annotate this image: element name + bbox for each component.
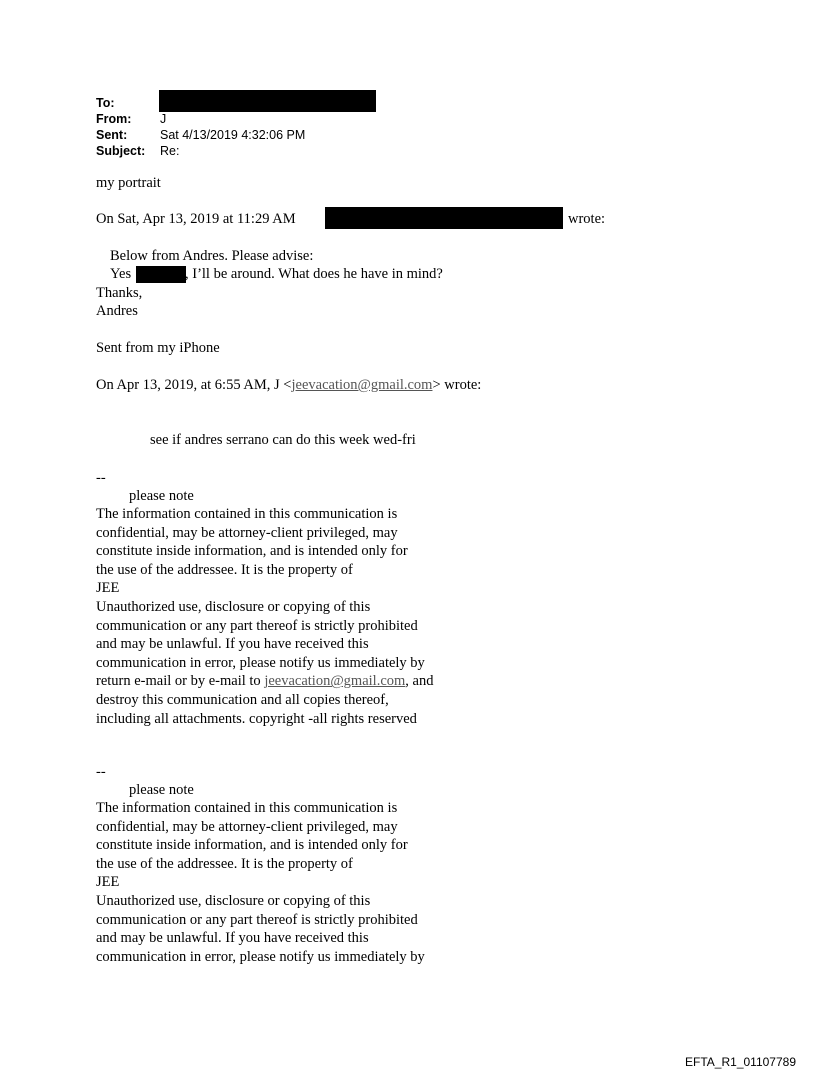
redaction-sender: [325, 207, 563, 229]
request-text: see if andres serrano can do this week wed-fri: [150, 432, 416, 448]
disclaimer-line: constitute inside information, and is intended only for: [96, 837, 408, 854]
quote1-intro: On Sat, Apr 13, 2019 at 11:29 AM: [96, 211, 296, 227]
disclaimer-line: The information contained in this communication is: [96, 506, 398, 522]
disclaimer-line: communication in error, please notify us immediately by: [96, 948, 425, 965]
quote1-wrote: wrote:: [568, 211, 606, 227]
quote2-intro: [96, 376, 481, 395]
disclaimer-line: Unauthorized use, disclosure or copying of this: [96, 598, 371, 615]
disclaimer-line: communication or any part thereof is strictly prohibited: [96, 617, 418, 634]
disclaimer-note-2: please note: [129, 782, 194, 798]
disclaimer-email-link[interactable]: jeevacation@gmail.com: [264, 673, 406, 690]
disclaimer-line: confidential, may be attorney-client privileged, may: [96, 818, 398, 835]
disclaimer-note: please note: [129, 488, 194, 504]
disclaimer-block: [96, 505, 433, 728]
document-id: EFTA_R1_01107789: [685, 1055, 796, 1069]
disclaimer-line: constitute inside information, and is intended only for: [96, 543, 408, 560]
quoted-line-yes-start: Yes: [110, 266, 132, 282]
disclaimer-line: communication or any part thereof is strictly prohibited: [96, 911, 418, 928]
disclaimer-line: destroy this communication and all copies thereof,: [96, 691, 389, 708]
disclaimer-line: confidential, may be attorney-client privileged, may: [96, 524, 398, 541]
subject-label: Subject:: [96, 144, 146, 158]
signature-dashes-2: --: [96, 764, 106, 780]
disclaimer-line: Unauthorized use, disclosure or copying of this: [96, 892, 371, 909]
quote2-suffix: > wrote:: [432, 377, 482, 393]
redaction-to: [159, 90, 376, 112]
redaction-name: [136, 266, 186, 283]
disclaimer-line: communication in error, please notify us immediately by: [96, 654, 425, 671]
disclaimer-line: and may be unlawful. If you have received this: [96, 636, 369, 653]
sent-value: Sat 4/13/2019 4:32:06 PM: [160, 128, 306, 142]
quoted-line-yes-end: , I’ll be around. What does he have in mind?: [185, 266, 443, 282]
disclaimer-line: JEE: [96, 580, 120, 597]
quoted-line-below: Below from Andres. Please advise:: [110, 248, 314, 264]
to-label: To:: [96, 96, 115, 110]
signature-dashes: --: [96, 470, 106, 486]
disclaimer-email-line: [96, 672, 433, 691]
quoted-thanks: Thanks,: [96, 285, 143, 301]
from-value: J: [160, 112, 167, 126]
quote2-prefix: On Apr 13, 2019, at 6:55 AM, J <: [96, 377, 292, 393]
disclaimer-line: including all attachments. copyright -all rights reserved: [96, 710, 417, 727]
sent-from-iphone: Sent from my iPhone: [96, 340, 220, 356]
quote2-email-link[interactable]: jeevacation@gmail.com: [291, 377, 433, 393]
disclaimer-block-2: [96, 799, 425, 966]
disclaimer-line: The information contained in this communication is: [96, 800, 398, 816]
subject-value: Re:: [160, 144, 180, 158]
from-label: From:: [96, 112, 132, 126]
sent-label: Sent:: [96, 128, 128, 142]
quoted-signature: Andres: [96, 303, 138, 319]
disclaimer-line: the use of the addressee. It is the property of: [96, 561, 353, 578]
disclaimer-line: JEE: [96, 874, 120, 891]
email-line-prefix: return e-mail or by e-mail to: [96, 673, 265, 690]
disclaimer-line: the use of the addressee. It is the property of: [96, 855, 353, 872]
reply-text: my portrait: [96, 175, 161, 191]
disclaimer-line: and may be unlawful. If you have received this: [96, 930, 369, 947]
email-line-suffix: , and: [405, 673, 434, 690]
